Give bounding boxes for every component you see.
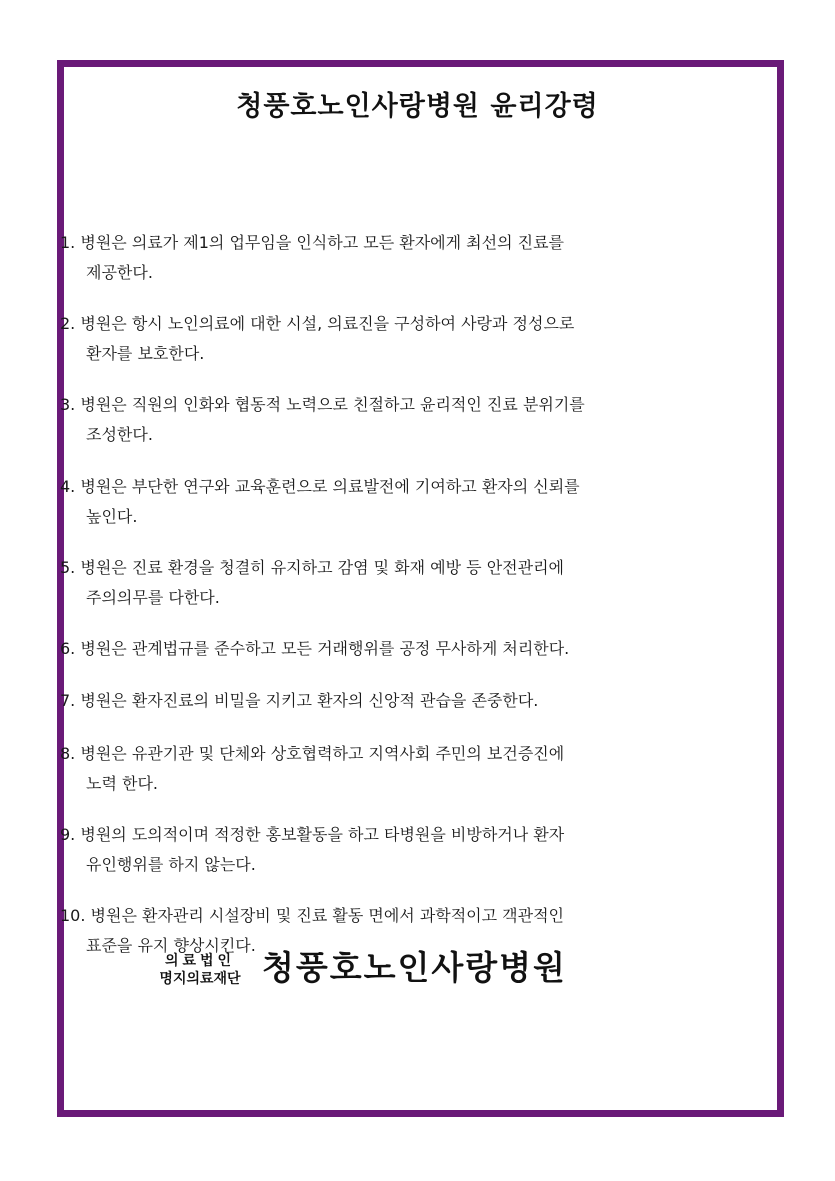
clause-number: 7. xyxy=(60,691,76,710)
ethics-clause-6 xyxy=(60,634,670,664)
clause-number: 8. xyxy=(60,744,76,763)
foundation-name: 명지의료재단 xyxy=(159,971,241,987)
clause-number: 2. xyxy=(60,314,76,333)
ethics-clause-1 xyxy=(60,228,670,288)
clause-number: 6. xyxy=(60,639,76,658)
clause-text-continued: 표준을 유지 향상시킨다. xyxy=(86,936,256,955)
clause-text: 병원은 환자관리 시설장비 및 진료 활동 면에서 과학적이고 객관적인 xyxy=(90,906,565,925)
clause-text: 병원은 환자진료의 비밀을 지키고 환자의 신앙적 관습을 존중한다. xyxy=(80,691,539,710)
ethics-clause-2 xyxy=(60,309,670,369)
ethics-clause-4 xyxy=(60,472,670,532)
clause-text-continued: 주의의무를 다한다. xyxy=(86,588,220,607)
clause-text: 병원은 유관기관 및 단체와 상호협력하고 지역사회 주민의 보건증진에 xyxy=(80,744,565,763)
corporation-type: 의료법인 xyxy=(164,953,236,969)
clause-text-continued: 노력 한다. xyxy=(86,774,158,793)
clause-number: 4. xyxy=(60,477,76,496)
clause-text: 병원은 관계법규를 준수하고 모든 거래행위를 공정 무사하게 처리한다. xyxy=(80,639,570,658)
clause-number: 9. xyxy=(60,825,76,844)
clause-text-continued: 조성한다. xyxy=(86,425,153,444)
clause-number: 10. xyxy=(60,906,86,925)
clause-number: 3. xyxy=(60,395,76,414)
clause-text-continued: 유인행위를 하지 않는다. xyxy=(86,855,256,874)
clause-text: 병원의 도의적이며 적정한 홍보활동을 하고 타병원을 비방하거나 환자 xyxy=(80,825,565,844)
ethics-clause-7 xyxy=(60,686,670,716)
clause-text-continued: 환자를 보호한다. xyxy=(86,344,205,363)
clause-text: 병원은 항시 노인의료에 대한 시설, 의료진을 구성하여 사랑과 정성으로 xyxy=(80,314,575,333)
ethics-clause-3 xyxy=(60,390,670,450)
hospital-name-logo: 청풍호노인사랑병원 xyxy=(262,948,567,987)
clause-text: 병원은 직원의 인화와 협동적 노력으로 친절하고 윤리적인 진료 분위기를 xyxy=(80,395,585,414)
clause-text-continued: 높인다. xyxy=(86,507,138,526)
ethics-clause-9 xyxy=(60,820,670,880)
ethics-clause-5 xyxy=(60,553,670,613)
clause-number: 5. xyxy=(60,558,76,577)
clause-number: 1. xyxy=(60,233,76,252)
clause-text: 병원은 진료 환경을 청결히 유지하고 감염 및 화재 예방 등 안전관리에 xyxy=(80,558,564,577)
ethics-clause-8 xyxy=(60,739,670,799)
page-title: 청풍호노인사랑병원 윤리강령 xyxy=(236,91,599,122)
clause-text: 병원은 의료가 제1의 업무임을 인식하고 모든 환자에게 최선의 진료를 xyxy=(80,233,564,252)
hospital-signature xyxy=(0,948,835,992)
clause-text: 병원은 부단한 연구와 교육훈련으로 의료발전에 기여하고 환자의 신뢰를 xyxy=(80,477,580,496)
clause-text-continued: 제공한다. xyxy=(86,263,153,282)
corporation-label xyxy=(145,952,255,988)
